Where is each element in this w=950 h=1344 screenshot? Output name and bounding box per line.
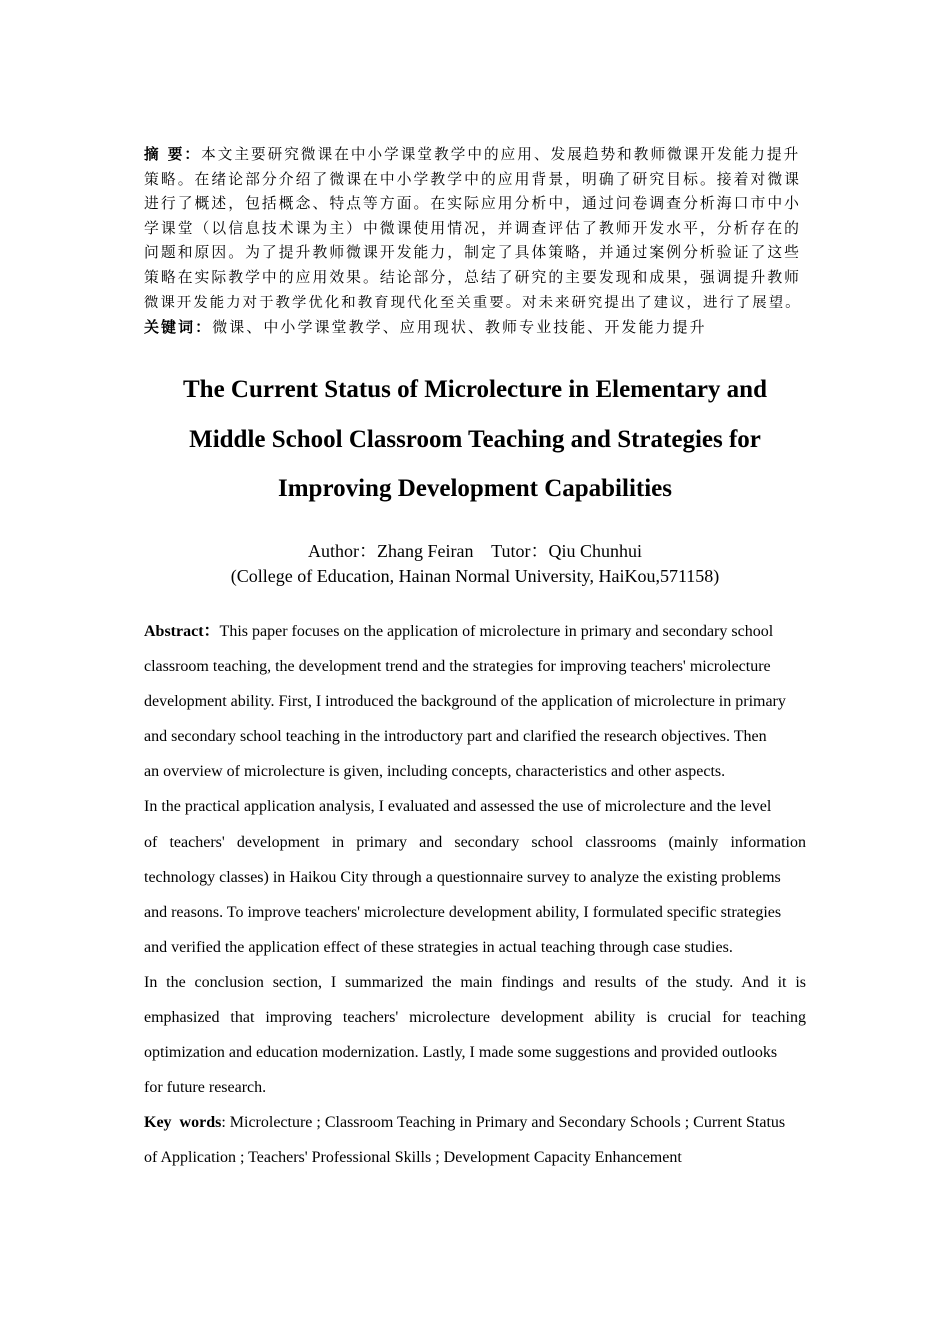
english-abstract-line-13: optimization and education modernization. Lastly, I made some suggestions and provided outlooks <box>144 1044 778 1062</box>
chinese-keywords <box>144 315 806 340</box>
chinese-abstract-line-4: 学课堂（以信息技术课为主）中微课使用情况，并调查评估了教师开发水平，分析存在的 <box>144 219 802 237</box>
chinese-abstract <box>144 143 806 340</box>
english-keywords-label: Key words <box>144 1114 222 1132</box>
chinese-abstract-line-1: 摘 要：本文主要研究微课在中小学课堂教学中的应用、发展趋势和教师微课开发能力提升 <box>144 146 801 163</box>
english-abstract-line-10: and verified the application effect of these strategies in actual teaching through case studies. <box>144 938 733 956</box>
paper-title-line-1: The Current Status of Microlecture in Elementary and <box>183 376 767 403</box>
paper-title-line-2: Middle School Classroom Teaching and Strategies for <box>189 425 761 453</box>
english-keywords-line-2: of Application ; Teachers' Professional Skills ; Development Capacity Enhancement <box>144 1149 682 1167</box>
author-tutor-line: Author：Zhang Feiran Tutor：Qiu Chunhui <box>307 541 642 561</box>
english-abstract-line-14: for future research. <box>144 1079 267 1097</box>
english-abstract-line-12: emphasized that improving teachers' microlecture development ability is crucial for teaching <box>144 1009 806 1027</box>
chinese-abstract-line-5: 问题和原因。为了提升教师微课开发能力，制定了具体策略，并通过案例分析验证了这些 <box>144 244 802 262</box>
chinese-keywords-text: 微课、中小学课堂教学、应用现状、教师专业技能、开发能力提升 <box>212 318 707 337</box>
english-abstract-line-11: In the conclusion section, I summarized the main findings and results of the study. And it is <box>144 973 806 991</box>
paper-title <box>100 365 850 514</box>
english-abstract-line-3: development ability. First, I introduced the background of the application of microlecture in primary <box>144 693 786 711</box>
english-abstract-line-7: of teachers' development in primary and secondary school classrooms (mainly information <box>144 833 806 851</box>
english-abstract-line-5: an overview of microlecture is given, including concepts, characteristics and other aspects. <box>144 763 726 781</box>
english-abstract-line-8: technology classes) in Haikou City through a questionnaire survey to analyze the existing problems <box>144 868 781 886</box>
english-keywords-text: : Microlecture ; Classroom Teaching in Primary and Secondary Schools ; Current Status <box>221 1114 786 1132</box>
chinese-keywords-label: 关键词： <box>144 318 213 337</box>
affiliation-line: (College of Education, Hainan Normal University, HaiKou,571158) <box>230 565 720 586</box>
paper-title-line-3: Improving Development Capabilities <box>278 475 672 503</box>
english-abstract-line-6: In the practical application analysis, I evaluated and assessed the use of microlecture and the level <box>144 798 772 816</box>
english-keywords-line-1 <box>144 1105 806 1140</box>
chinese-abstract-line-2: 策略。在绪论部分介绍了微课在中小学教学中的应用背景，明确了研究目标。接着对微课 <box>144 170 802 188</box>
chinese-abstract-line-7: 微课开发能力对于教学优化和教育现代化至关重要。对未来研究提出了建议，进行了展望。 <box>144 294 802 311</box>
chinese-abstract-line-3: 进行了概述，包括概念、特点等方面。在实际应用分析中，通过问卷调查分析海口市中小 <box>144 195 802 213</box>
author-info <box>100 539 850 588</box>
english-abstract-line-2: classroom teaching, the development trend and the strategies for improving teachers' microlecture <box>144 658 771 676</box>
english-abstract-line-9: and reasons. To improve teachers' microlecture development ability, I formulated specific strategies <box>144 903 782 921</box>
english-abstract-line-4: and secondary school teaching in the introductory part and clarified the research objectives. Then <box>144 728 767 746</box>
chinese-abstract-line-6: 策略在实际教学中的应用效果。结论部分，总结了研究的主要发现和成果，强调提升教师 <box>144 268 802 286</box>
english-abstract-line-1: Abstract：This paper focuses on the application of microlecture in primary and secondary school <box>144 623 774 640</box>
chinese-abstract-label: 摘 要： <box>144 146 202 163</box>
english-abstract <box>144 614 806 1176</box>
english-abstract-label: Abstract： <box>144 623 220 640</box>
